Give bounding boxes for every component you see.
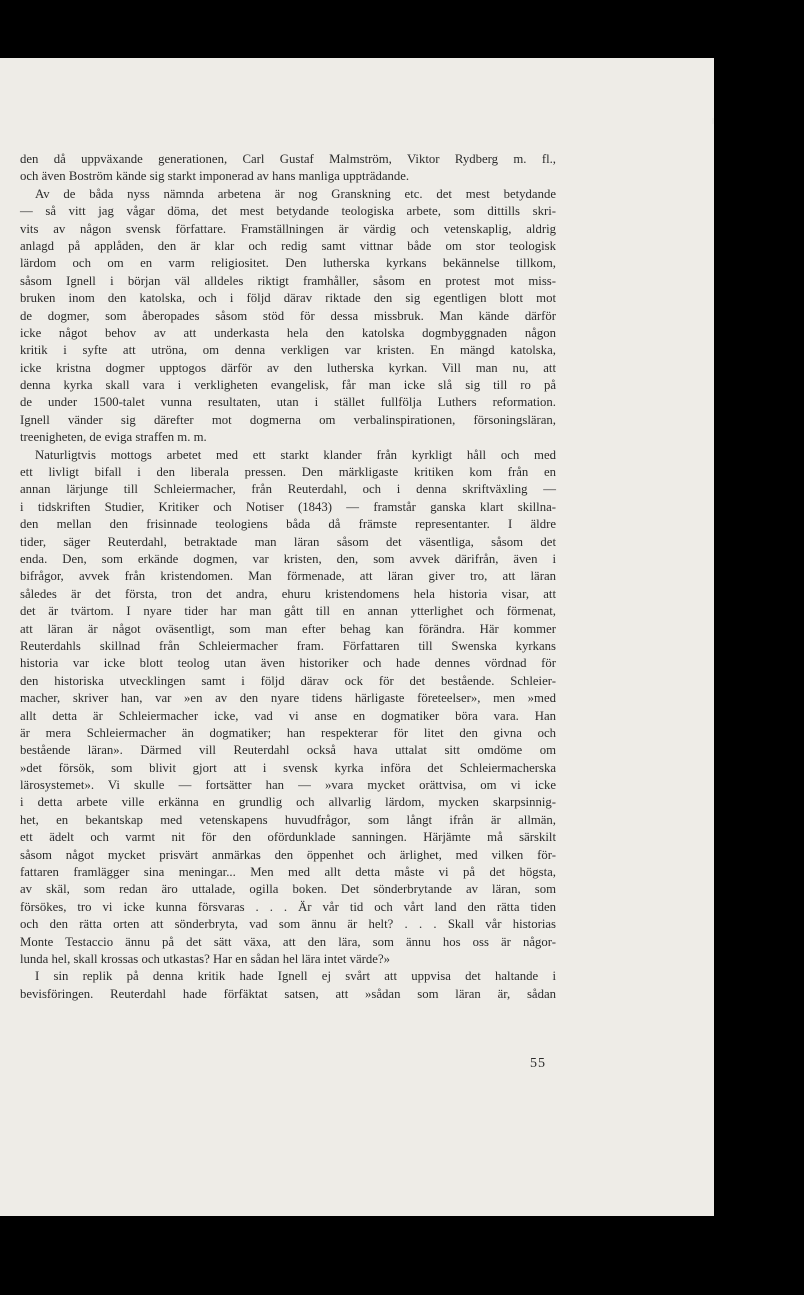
text-line: kritik i syfte att utröna, om denna verkligen var kristen. En mängd katolska, (20, 343, 556, 358)
text-line: i tidskriften Studier, Kritiker och Notiser (1843) — framstår ganska klart skillna- (20, 499, 556, 514)
text-line: Ignell vänder sig därefter mot dogmerna om verbalinspirationen, försoningsläran, (20, 412, 556, 427)
text-line: annan lärjunge till Schleiermacher, från Reuterdahl, och i denna skriftväxling — (20, 482, 556, 497)
body-text (20, 151, 556, 1003)
text-line: lärdom och om en varm religiositet. Den lutherska kyrkans bekännelse tillkom, (20, 256, 556, 271)
text-line: bestående läran». Därmed vill Reuterdahl också hava uttalat sitt omdöme om (20, 743, 556, 758)
text-line: försökes, tro vi icke kunna försvaras . . . Är vår tid och vårt land den rätta tiden (20, 899, 556, 914)
text-line: — så vitt jag vågar döma, det mest betydande teologiska arbete, som dittills skri- (20, 204, 556, 219)
text-line: »det försök, som blivit gjort att i svensk kyrka införa det Schleiermacherska (20, 760, 556, 775)
text-line: bifrågor, avvek från kristendomen. Man förmenade, att läran giver tro, att läran (20, 569, 556, 584)
text-line: historia var icke blott teolog utan även historiker och hade dennes vördnad för (20, 656, 556, 671)
text-line: således är det första, tron det andra, ehuru kristendomens hela historia visar, att (20, 586, 556, 601)
text-line: lunda hel, skall krossas och utkastas? Har en sådan hel lära intet värde?» (20, 951, 390, 966)
text-line: av skäl, som redan äro uttalade, ogilla boken. Det sönderbrytande av läran, som (20, 882, 556, 897)
text-line: bruken inom den katolska, och i följd därav riktade den sig egentligen blott mot (20, 291, 556, 306)
text-line: vits av någon svensk författare. Framställningen är värdig och vetenskaplig, aldrig (20, 221, 556, 236)
text-line: icke något behov av att underkasta hela den katolska dogmbyggnaden någon (20, 325, 556, 340)
text-line: allt detta är Schleiermacher icke, vad vi anse en dogmatiker böra vara. Han (20, 708, 556, 723)
text-line: Av de båda nyss nämnda arbetena är nog Granskning etc. det mest betydande (35, 186, 556, 201)
text-line: enda. Den, som erkände dogmen, var kristen, den, som avvek därifrån, även i (20, 551, 556, 566)
text-line: bevisföringen. Reuterdahl hade förfäktat satsen, att »sådan som läran är, sådan (20, 986, 556, 1001)
text-line: treenigheten, de eviga straffen m. m. (20, 430, 207, 445)
page-number: 55 (530, 1056, 546, 1071)
text-line: de dogmer, som åberopades såsom stöd för dessa missbruk. Man kände därför (20, 308, 556, 323)
text-line: Monte Testaccio ännu på det sätt växa, att den lära, som ännu hos oss är någor- (20, 934, 556, 949)
book-page (0, 58, 714, 1216)
text-line: Naturligtvis mottogs arbetet med ett starkt klander från kyrkligt håll och med (35, 447, 556, 462)
text-line: ett livligt bifall i den liberala pressen. Den märkligaste kritiken kom från en (20, 465, 556, 480)
text-line: lärosystemet». Vi skulle — fortsätter han — »vara mycket orättvisa, om vi icke (20, 778, 556, 793)
page-corner (712, 118, 714, 124)
text-line: ett ädelt och varmt nit för den ofördunklade sanningen. Härjämte må särskilt (20, 830, 556, 845)
text-line: och även Boström kände sig starkt imponerad av hans manliga uppträdande. (20, 169, 410, 184)
text-line: tider, säger Reuterdahl, betraktade man läran såsom det väsentliga, såsom det (20, 534, 556, 549)
text-line: det är tvärtom. I nyare tider har man gått till en annan ytterlighet och förmenat, (20, 604, 556, 619)
text-line: såsom något mycket prisvärt anmärkas den öppenhet och ärlighet, med vilken för- (20, 847, 556, 862)
text-line: fattaren framlägger sina meningar... Men med allt detta måste vi på det högsta, (20, 865, 556, 880)
text-line: I sin replik på denna kritik hade Ignell ej svårt att uppvisa det haltande i (35, 969, 556, 984)
text-line: anlagd på applåden, den är klar och redig samt vittnar både om stor teologisk (20, 238, 556, 253)
text-line: såsom Ignell i början väl alldeles riktigt framhåller, såsom en protest mot miss- (20, 273, 556, 288)
text-line: icke kristna dogmer upptogos därför av den lutherska kyrkan. Vill man nu, att (20, 360, 556, 375)
text-line: att läran är något oväsentligt, som man efter behag kan förändra. Här kommer (20, 621, 556, 636)
text-line: denna kyrka skall vara i verkligheten evangelisk, får man icke slå sig till ro på (20, 378, 556, 393)
text-line: het, en bekantskap med vetenskapens huvudfrågor, som långt ifrån är allmän, (20, 812, 556, 827)
text-line: i detta arbete ville erkänna en grundlig och allvarlig lärdom, mycken skarpsinnig- (20, 795, 556, 810)
text-line: den mellan den frisinnade teologiens båda då främste representanter. I äldre (20, 517, 556, 532)
text-line: är mera Schleiermacher än dogmatiker; han respekterar för litet den givna och (20, 725, 556, 740)
text-line: den historiska utvecklingen samt i följd därav ock för det bestående. Schleier- (20, 673, 556, 688)
text-line: macher, skriver han, var »en av den nyare tidens härligaste företeelser», men »med (20, 691, 556, 706)
text-line: de under 1500-talet vunna resultaten, utan i stället fullfölja Luthers reformation. (20, 395, 556, 410)
text-line: den då uppväxande generationen, Carl Gustaf Malmström, Viktor Rydberg m. fl., (20, 152, 556, 166)
text-line: Reuterdahls skillnad från Schleiermacher fram. Författaren till Swenska kyrkans (20, 638, 556, 653)
text-line: och den rätta orten att sönderbryta, vad som ännu är helt? . . . Skall vår historias (20, 917, 556, 932)
